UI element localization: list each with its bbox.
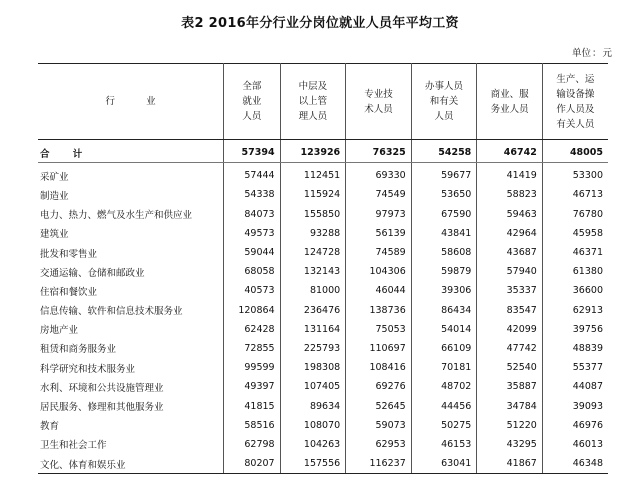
header-production-operators: 生产、运 输设备操 作人员及 有关人员 — [542, 64, 608, 140]
wage-value-cell: 84073 — [224, 205, 280, 224]
wage-value-cell: 80207 — [224, 454, 280, 474]
wage-value-cell: 47742 — [477, 339, 543, 358]
wage-value-cell: 49397 — [224, 377, 280, 396]
wage-value-cell: 120864 — [224, 301, 280, 320]
industry-name-cell: 批发和零售业 — [38, 243, 224, 262]
wage-value-cell: 46713 — [572, 189, 603, 201]
industry-name-cell: 科学研究和技术服务业 — [38, 358, 224, 377]
table-body — [38, 140, 608, 474]
table-row — [38, 339, 608, 358]
wage-value-cell: 46371 — [572, 247, 603, 259]
header-all-employed: 全部 就业 人员 — [224, 64, 280, 140]
table-row — [38, 454, 608, 474]
wage-value-cell: 72855 — [224, 339, 280, 358]
wage-value-cell: 48702 — [411, 377, 477, 396]
wage-value-cell: 39756 — [572, 323, 603, 335]
wage-value-cell: 61380 — [572, 266, 603, 278]
wage-value-cell: 83547 — [477, 301, 543, 320]
table-title: 表2 2016年分行业分岗位就业人员年平均工资 — [181, 16, 459, 31]
table-header — [38, 64, 608, 140]
wage-value-cell: 89634 — [280, 396, 346, 415]
wage-value-cell: 49573 — [224, 224, 280, 243]
wage-value-cell: 66109 — [411, 339, 477, 358]
wage-value-cell: 46153 — [411, 435, 477, 454]
wage-value-cell: 68058 — [224, 262, 280, 281]
wage-value-cell: 62428 — [224, 320, 280, 339]
table-row — [38, 243, 608, 262]
wage-value-cell: 57444 — [224, 163, 280, 186]
unit-value: 元 — [602, 48, 612, 59]
wage-value-cell: 58516 — [224, 416, 280, 435]
wage-value-cell: 57940 — [477, 262, 543, 281]
wage-value-cell: 46742 — [477, 140, 543, 163]
wage-value-cell: 93288 — [280, 224, 346, 243]
wage-value-cell: 54258 — [411, 140, 477, 163]
wage-value-cell: 63041 — [411, 454, 477, 474]
wage-value-cell: 62953 — [346, 435, 412, 454]
wage-value-cell: 55377 — [572, 362, 603, 374]
wage-value-cell: 44456 — [411, 396, 477, 415]
wage-value-cell: 70181 — [411, 358, 477, 377]
wage-value-cell: 59463 — [477, 205, 543, 224]
wage-value-cell: 35887 — [477, 377, 543, 396]
wage-value-cell: 69276 — [346, 377, 412, 396]
wage-value-cell: 112451 — [280, 163, 346, 186]
wage-value-cell: 104306 — [346, 262, 412, 281]
industry-name-cell: 卫生和社会工作 — [38, 435, 224, 454]
table-row — [38, 320, 608, 339]
wage-value-cell: 42099 — [477, 320, 543, 339]
wage-value-cell: 34784 — [477, 396, 543, 415]
wage-value-cell: 41419 — [477, 163, 543, 186]
wage-value-cell: 41867 — [477, 454, 543, 474]
table-row — [38, 224, 608, 243]
wage-value-cell: 74589 — [346, 243, 412, 262]
wage-value-cell: 123926 — [280, 140, 346, 163]
wage-value-cell: 115924 — [280, 185, 346, 204]
wage-value-cell: 43295 — [477, 435, 543, 454]
wage-value-cell: 36600 — [572, 285, 603, 297]
table-row — [38, 262, 608, 281]
table-row — [38, 416, 608, 435]
table-row — [38, 185, 608, 204]
wage-value-cell: 58608 — [411, 243, 477, 262]
wage-value-cell: 40573 — [224, 281, 280, 300]
wage-value-cell: 45958 — [572, 227, 603, 239]
wage-value-cell: 43687 — [477, 243, 543, 262]
unit-separator: ： — [591, 48, 602, 59]
industry-name-cell: 电力、热力、燃气及水生产和供应业 — [38, 205, 224, 224]
wage-value-cell: 48839 — [572, 342, 603, 354]
wage-value-cell: 99599 — [224, 358, 280, 377]
header-professionals: 专业技 术人员 — [346, 64, 412, 140]
table-row — [38, 163, 608, 186]
wage-value-cell: 59073 — [346, 416, 412, 435]
wage-value-cell: 56139 — [346, 224, 412, 243]
wage-value-cell: 108070 — [280, 416, 346, 435]
table-row — [38, 205, 608, 224]
table-row — [38, 358, 608, 377]
industry-name-cell: 水利、环境和公共设施管理业 — [38, 377, 224, 396]
wage-value-cell: 42964 — [477, 224, 543, 243]
wage-value-cell: 46013 — [572, 438, 603, 450]
wage-value-cell: 35337 — [477, 281, 543, 300]
table-row — [38, 377, 608, 396]
unit-label: 单位 — [571, 48, 591, 59]
wage-value-cell: 75053 — [346, 320, 412, 339]
industry-name-cell: 交通运输、仓储和邮政业 — [38, 262, 224, 281]
wage-value-cell: 39093 — [572, 400, 603, 412]
wage-value-cell: 69330 — [346, 163, 412, 186]
wage-value-cell: 110697 — [346, 339, 412, 358]
industry-name-cell: 采矿业 — [38, 163, 224, 186]
wage-value-cell: 138736 — [346, 301, 412, 320]
wage-value-cell: 59879 — [411, 262, 477, 281]
header-commerce-service: 商业、服 务业人员 — [477, 64, 543, 140]
wage-value-cell: 104263 — [280, 435, 346, 454]
wage-value-cell: 108416 — [346, 358, 412, 377]
wage-value-cell: 39306 — [411, 281, 477, 300]
wage-value-cell: 46976 — [572, 419, 603, 431]
industry-name-cell: 住宿和餐饮业 — [38, 281, 224, 300]
wage-value-cell: 131164 — [280, 320, 346, 339]
header-row — [38, 64, 608, 140]
table-row — [38, 435, 608, 454]
header-managers: 中层及 以上管 理人员 — [280, 64, 346, 140]
total-row — [38, 140, 608, 163]
wage-value-cell: 46044 — [346, 281, 412, 300]
wage-value-cell: 52540 — [477, 358, 543, 377]
wage-value-cell: 76780 — [572, 208, 603, 220]
industry-name-cell: 文化、体育和娱乐业 — [38, 454, 224, 474]
wage-value-cell: 198308 — [280, 358, 346, 377]
industry-name-cell: 租赁和商务服务业 — [38, 339, 224, 358]
wage-value-cell: 62913 — [572, 304, 603, 316]
wage-value-cell: 57394 — [224, 140, 280, 163]
header-industry: 行 业 — [38, 64, 224, 140]
header-clerks: 办事人员 和有关 人员 — [411, 64, 477, 140]
wage-value-cell: 59677 — [411, 163, 477, 186]
wage-value-cell: 62798 — [224, 435, 280, 454]
wage-table — [38, 63, 608, 474]
industry-name-cell: 建筑业 — [38, 224, 224, 243]
wage-value-cell: 132143 — [280, 262, 346, 281]
industry-name-cell: 教育 — [38, 416, 224, 435]
industry-name-cell: 制造业 — [38, 185, 224, 204]
wage-value-cell: 59044 — [224, 243, 280, 262]
wage-value-cell: 51220 — [477, 416, 543, 435]
industry-name-cell: 房地产业 — [38, 320, 224, 339]
wage-value-cell: 157556 — [280, 454, 346, 474]
industry-name-cell: 居民服务、修理和其他服务业 — [38, 396, 224, 415]
wage-value-cell: 81000 — [280, 281, 346, 300]
wage-value-cell: 44087 — [572, 381, 603, 393]
wage-value-cell: 86434 — [411, 301, 477, 320]
wage-value-cell: 67590 — [411, 205, 477, 224]
wage-value-cell: 236476 — [280, 301, 346, 320]
industry-name-cell: 合 计 — [38, 140, 224, 163]
wage-value-cell: 52645 — [346, 396, 412, 415]
wage-value-cell: 43841 — [411, 224, 477, 243]
wage-value-cell: 124728 — [280, 243, 346, 262]
wage-value-cell: 54338 — [224, 185, 280, 204]
industry-name-cell: 信息传输、软件和信息技术服务业 — [38, 301, 224, 320]
wage-value-cell: 76325 — [346, 140, 412, 163]
wage-value-cell: 107405 — [280, 377, 346, 396]
wage-value-cell: 58823 — [477, 185, 543, 204]
wage-value-cell: 53300 — [572, 170, 603, 182]
wage-value-cell: 53650 — [411, 185, 477, 204]
wage-value-cell: 225793 — [280, 339, 346, 358]
wage-value-cell: 50275 — [411, 416, 477, 435]
unit-note — [572, 45, 612, 59]
wage-value-cell: 155850 — [280, 205, 346, 224]
wage-value-cell: 54014 — [411, 320, 477, 339]
table-row — [38, 301, 608, 320]
table-row — [38, 281, 608, 300]
wage-value-cell: 48005 — [542, 140, 608, 163]
wage-value-cell: 74549 — [346, 185, 412, 204]
wage-value-cell: 97973 — [346, 205, 412, 224]
table-row — [38, 396, 608, 415]
wage-value-cell: 116237 — [346, 454, 412, 474]
wage-value-cell: 46348 — [542, 454, 608, 474]
wage-value-cell: 41815 — [224, 396, 280, 415]
